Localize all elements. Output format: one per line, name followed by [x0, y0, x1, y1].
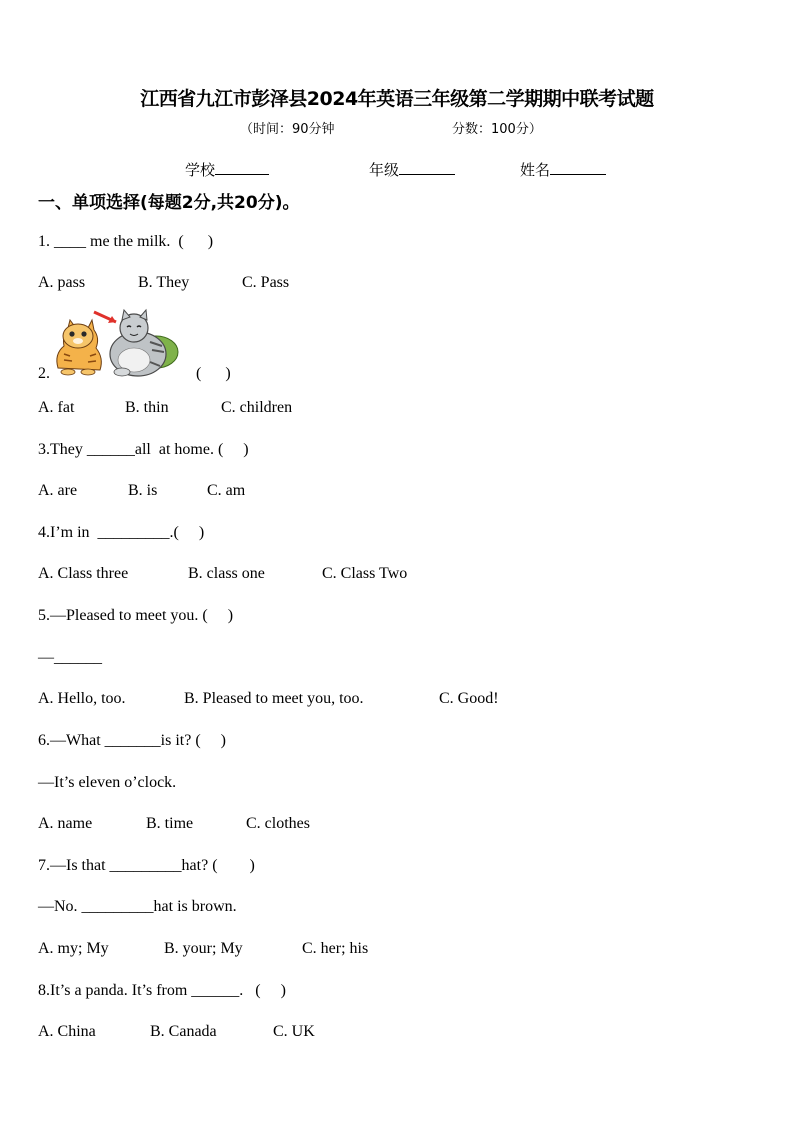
- q7-option-b[interactable]: B. your; My: [164, 940, 243, 957]
- name-label: 姓名: [520, 161, 551, 179]
- q1-option-a[interactable]: A. pass: [38, 274, 86, 291]
- q5-option-b[interactable]: B. Pleased to meet you, too.: [184, 690, 364, 707]
- name-field: [520, 159, 606, 180]
- q6-option-c[interactable]: C. clothes: [246, 815, 310, 832]
- q8-option-c[interactable]: C. UK: [273, 1023, 315, 1040]
- q2-option-c[interactable]: C. children: [221, 399, 293, 416]
- q2-option-a[interactable]: A. fat: [38, 399, 75, 416]
- cats-illustration-icon: [50, 306, 180, 378]
- q5-option-c[interactable]: C. Good!: [439, 690, 499, 707]
- q1-option-b[interactable]: B. They: [138, 274, 190, 291]
- question-1-stem: 1. ____ me the milk. ( ): [38, 233, 214, 250]
- q3-option-c[interactable]: C. am: [207, 482, 246, 499]
- section-heading: 一、单项选择(每题2分,共20分)。: [38, 193, 300, 213]
- grade-field: [369, 159, 455, 180]
- q3-option-a[interactable]: A. are: [38, 482, 78, 499]
- grade-label: 年级: [369, 161, 400, 179]
- q7-option-c[interactable]: C. her; his: [302, 940, 369, 957]
- name-blank[interactable]: [550, 160, 606, 175]
- exam-score: 分数：100分）: [452, 122, 542, 137]
- fat-grey-cat-icon: [110, 310, 166, 376]
- q4-option-c[interactable]: C. Class Two: [322, 565, 408, 582]
- q8-option-b[interactable]: B. Canada: [150, 1023, 217, 1040]
- question-7-answer-line: —No. _________hat is brown.: [38, 898, 237, 915]
- q4-option-b[interactable]: B. class one: [188, 565, 265, 582]
- q7-option-a[interactable]: A. my; My: [38, 940, 109, 957]
- q2-option-b[interactable]: B. thin: [125, 399, 169, 416]
- orange-cat-icon: [57, 320, 101, 375]
- question-6-answer-line: —It’s eleven o’clock.: [38, 774, 177, 791]
- q1-option-c[interactable]: C. Pass: [242, 274, 290, 291]
- q6-option-b[interactable]: B. time: [146, 815, 194, 832]
- question-3-stem: 3.They ______all at home. ( ): [38, 441, 249, 458]
- question-8-stem: 8.It’s a panda. It’s from ______. ( ): [38, 982, 286, 999]
- question-7-stem: 7.—Is that _________hat? ( ): [38, 857, 255, 874]
- school-blank[interactable]: [215, 160, 269, 175]
- page-title: 江西省九江市彭泽县2024年英语三年级第二学期期中联考试题: [140, 88, 654, 110]
- question-2-paren: ( ): [196, 365, 231, 382]
- q4-option-a[interactable]: A. Class three: [38, 565, 129, 582]
- question-4-stem: 4.I’m in _________.( ): [38, 524, 205, 541]
- q5-option-a[interactable]: A. Hello, too.: [38, 690, 126, 707]
- school-label: 学校: [185, 161, 216, 179]
- grade-blank[interactable]: [399, 160, 455, 175]
- question-5-answer-line: —______: [38, 649, 102, 666]
- question-2-stem: 2.: [38, 365, 50, 382]
- school-field: [185, 159, 269, 180]
- question-5-stem: 5.—Pleased to meet you. ( ): [38, 607, 234, 624]
- q6-option-a[interactable]: A. name: [38, 815, 93, 832]
- question-6-stem: 6.—What _______is it? ( ): [38, 732, 226, 749]
- q3-option-b[interactable]: B. is: [128, 482, 158, 499]
- exam-time: （时间：90分钟: [240, 122, 335, 137]
- q8-option-a[interactable]: A. China: [38, 1023, 96, 1040]
